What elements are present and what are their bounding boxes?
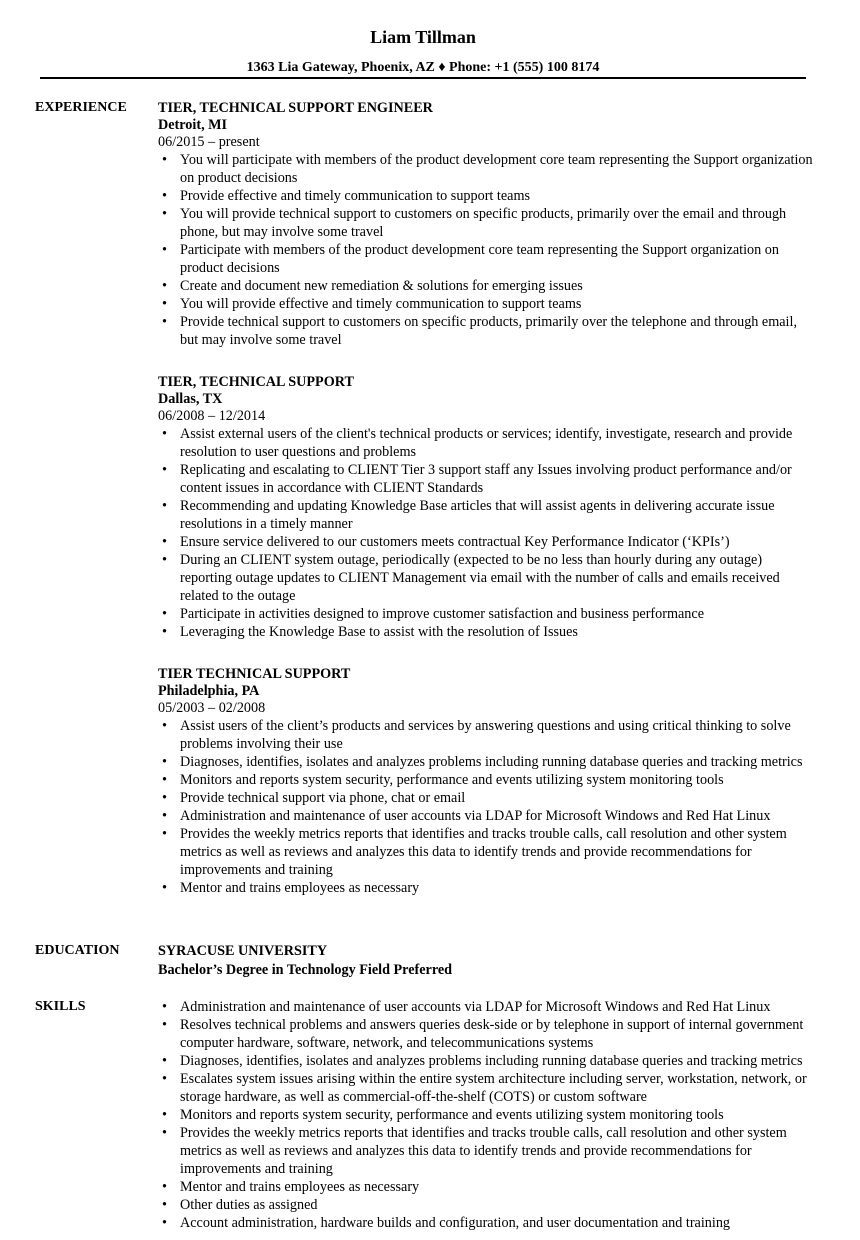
bullet-item: • Assist users of the client’s products and services by answering questions and using critical thinking to solve problems involving their use xyxy=(180,717,814,753)
bullet-item: • Provide technical support to customers on specific products, primarily over the telephone and through email, but may involve some travel xyxy=(180,313,814,349)
bullet-item: • Provide technical support via phone, chat or email xyxy=(180,789,814,807)
section-label-education: EDUCATION xyxy=(35,943,120,958)
job-entry xyxy=(158,665,814,897)
skill-item: • Monitors and reports system security, performance and events utilizing system monitoring tools xyxy=(180,1106,814,1124)
job-dates: 06/2015 – present xyxy=(158,134,260,150)
section-label-skills: SKILLS xyxy=(35,999,86,1014)
bullet-item: • You will provide effective and timely communication to support teams xyxy=(180,295,814,313)
job-bullets xyxy=(158,425,814,641)
bullet-item: • Leveraging the Knowledge Base to assist with the resolution of Issues xyxy=(180,623,814,641)
degree: Bachelor’s Degree in Technology Field Preferred xyxy=(158,962,453,978)
experience-body xyxy=(158,99,814,921)
bullet-item: • Participate with members of the product development core team representing the Support organization on product decisions xyxy=(180,241,814,277)
contact-line: 1363 Lia Gateway, Phoenix, AZ ♦ Phone: +1 (555) 100 8174 xyxy=(246,60,600,75)
job-dates: 06/2008 – 12/2014 xyxy=(158,408,266,424)
bullet-item: • Ensure service delivered to our customers meets contractual Key Performance Indicator (‘KPIs’) xyxy=(180,533,814,551)
job-dates: 05/2003 – 02/2008 xyxy=(158,700,266,716)
skill-item: • Account administration, hardware builds and configuration, and user documentation and training xyxy=(180,1214,814,1232)
school-name: SYRACUSE UNIVERSITY xyxy=(158,943,328,959)
bullet-item: • Replicating and escalating to CLIENT Tier 3 support staff any Issues involving product performance and/or content issues in accordance with CLIENT Standards xyxy=(180,461,814,497)
education-body xyxy=(158,942,814,980)
bullet-item: • Create and document new remediation & solutions for emerging issues xyxy=(180,277,814,295)
job-title: TIER, TECHNICAL SUPPORT ENGINEER xyxy=(158,100,433,116)
job-title: TIER TECHNICAL SUPPORT xyxy=(158,666,351,682)
skill-item: • Other duties as assigned xyxy=(180,1196,814,1214)
skill-item: • Provides the weekly metrics reports that identifies and tracks trouble calls, call resolution and other system metrics as well as reviews and analyzes this data to identify trends and provide recommendations for improvements and training xyxy=(180,1124,814,1178)
bullet-item: • During an CLIENT system outage, periodically (expected to be no less than hourly during any outage) reporting outage updates to CLIENT Management via email with the number of calls and emails received related to the outage xyxy=(180,551,814,605)
skill-item: • Resolves technical problems and answers queries desk-side or by telephone in support of internal government computer hardware, software, network, and telecommunications systems xyxy=(180,1016,814,1052)
bullet-item: • You will participate with members of the product development core team representing the Support organization on product decisions xyxy=(180,151,814,187)
skills-bullets xyxy=(158,998,814,1232)
bullet-item: • Participate in activities designed to improve customer satisfaction and business performance xyxy=(180,605,814,623)
skill-item: • Mentor and trains employees as necessary xyxy=(180,1178,814,1196)
job-bullets xyxy=(158,151,814,349)
bullet-item: • Assist external users of the client's technical products or services; identify, investigate, research and provide resolution to user questions and problems xyxy=(180,425,814,461)
job-entry xyxy=(158,99,814,349)
bullet-item: • Monitors and reports system security, performance and events utilizing system monitoring tools xyxy=(180,771,814,789)
bullet-item: • Recommending and updating Knowledge Base articles that will assist agents in delivering accurate issue resolutions in a timely manner xyxy=(180,497,814,533)
bullet-item: • Mentor and trains employees as necessary xyxy=(180,879,814,897)
skill-item: • Diagnoses, identifies, isolates and analyzes problems including running database queries and tracking metrics xyxy=(180,1052,814,1070)
job-location: Dallas, TX xyxy=(158,391,223,407)
bullet-item: • Administration and maintenance of user accounts via LDAP for Microsoft Windows and Red Hat Linux xyxy=(180,807,814,825)
job-location: Philadelphia, PA xyxy=(158,683,260,699)
header-divider xyxy=(40,77,806,79)
skills-body xyxy=(158,998,814,1232)
bullet-item: • Diagnoses, identifies, isolates and analyzes problems including running database queries and tracking metrics xyxy=(180,753,814,771)
job-location: Detroit, MI xyxy=(158,117,228,133)
bullet-item: • Provide effective and timely communication to support teams xyxy=(180,187,814,205)
bullet-item: • Provides the weekly metrics reports that identifies and tracks trouble calls, call resolution and other system metrics as well as reviews and analyzes this data to identify trends and provide recommendations for improvements and training xyxy=(180,825,814,879)
candidate-name: Liam Tillman xyxy=(370,27,476,47)
skill-item: • Escalates system issues arising within the entire system architecture including server, workstation, network, or storage hardware, as well as commercial-off-the-shelf (COTS) or custom software xyxy=(180,1070,814,1106)
section-label-experience: EXPERIENCE xyxy=(35,100,127,115)
job-title: TIER, TECHNICAL SUPPORT xyxy=(158,374,354,390)
bullet-item: • You will provide technical support to customers on specific products, primarily over the email and through phone, but may involve some travel xyxy=(180,205,814,241)
job-bullets xyxy=(158,717,814,897)
skill-item: • Administration and maintenance of user accounts via LDAP for Microsoft Windows and Red Hat Linux xyxy=(180,998,814,1016)
job-entry xyxy=(158,373,814,641)
